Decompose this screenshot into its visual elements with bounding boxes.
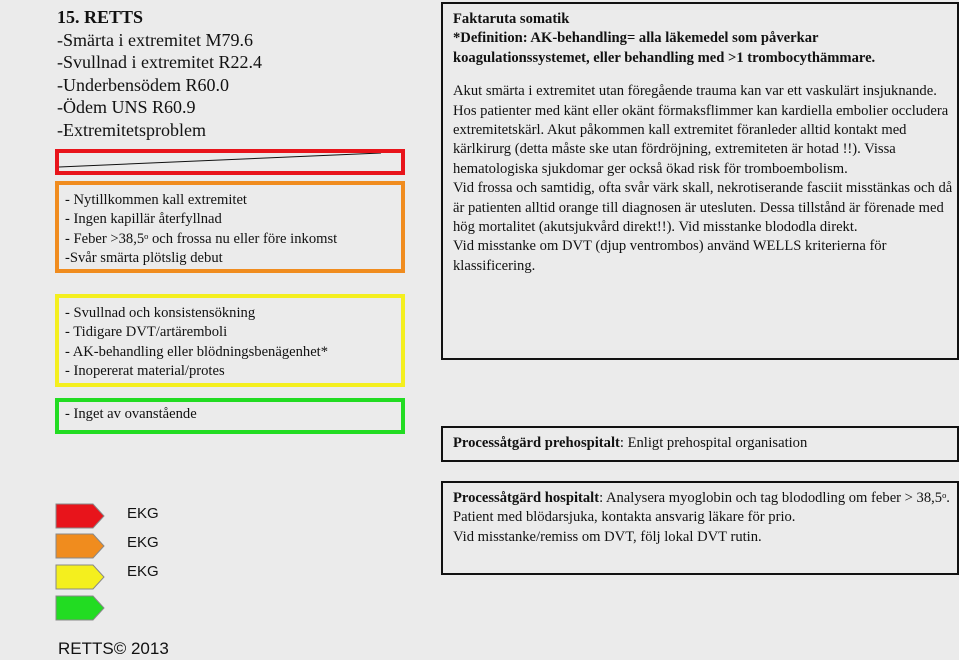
criterion: - Nytillkommen kall extremitet xyxy=(65,192,247,208)
green-arrow-icon xyxy=(55,595,105,621)
orange-arrow-icon xyxy=(55,533,105,559)
criterion: - Ingen kapillär återfyllnad xyxy=(65,211,222,228)
criterion: - Inopererat material/protes xyxy=(65,363,225,380)
fact-paragraph: Vid frossa och samtidig, ofta svår värk skall, nekrotiserande fasciit misstänkas och då är patienten alltid orange till diagnosen är utesluten. Dessa tillstånd är förenade med hög mortalitet (akutsjukvård direkt!!). Vid misstanke blododla direkt. xyxy=(453,180,953,236)
red-priority-box xyxy=(55,149,405,175)
copyright: RETTS© 2013 xyxy=(58,639,169,658)
hospital-box xyxy=(441,481,959,575)
hospital-label: Processåtgärd hospitalt xyxy=(453,490,600,506)
hospital-text: : Analysera myoglobin och tag blododling om feber > 38,5ᵒ. xyxy=(599,490,950,506)
red-arrow-icon xyxy=(55,503,105,529)
strike-line xyxy=(59,153,401,171)
orange-priority-box xyxy=(55,181,405,273)
yellow-arrow-icon xyxy=(55,564,105,590)
criterion: - Feber >38,5ᵒ och frossa nu eller före inkomst xyxy=(65,230,338,247)
hospital-line: Patient med blödarsjuka, kontakta ansvarig läkare för prio. xyxy=(453,509,796,526)
yellow-priority-box xyxy=(55,294,405,387)
hospital-line: Vid misstanke/remiss om DVT, följ lokal DVT rutin. xyxy=(453,528,762,545)
ekg-label: EKG xyxy=(127,534,159,551)
diagnosis-code: -Extremitetsproblem xyxy=(57,119,206,140)
page-title: 15. RETTS xyxy=(57,7,144,27)
prehospital-label: Processåtgärd prehospitalt xyxy=(453,435,620,451)
diagnosis-code: -Underbensödem R60.0 xyxy=(57,74,229,95)
diagnosis-code: -Smärta i extremitet M79.6 xyxy=(57,29,253,50)
diagnosis-code: -Svullnad i extremitet R22.4 xyxy=(57,52,262,72)
diagnosis-code: -Ödem UNS R60.9 xyxy=(57,97,196,117)
ekg-label: EKG xyxy=(127,563,159,580)
fact-definition: *Definition: AK-behandling= alla läkemedel som påverkar koagulationssystemet, eller behandling med >1 trombocythämmare. xyxy=(453,30,876,66)
green-priority-box xyxy=(55,398,405,434)
criterion: -Svår smärta plötslig debut xyxy=(65,250,223,267)
fact-paragraph: Akut smärta i extremitet utan föregående trauma kan var ett vaskulärt insjuknande. Hos patienter med känt eller okänt förmaksflimmer kan kardiella embolier occludera extremitetskärl. Akut påkommen kall extremitet föranleder alltid kontakt med kärlkirurg (detta måste ske utan fördröjning, extremiteten är hotad !!). Vissa hematologiska sjukdomar ger också ökad risk för tromboembolism. xyxy=(453,83,949,177)
fact-title: Faktaruta somatik xyxy=(453,11,570,27)
fact-box xyxy=(441,2,959,360)
criterion: - AK-behandling eller blödningsbenägenhet* xyxy=(65,343,329,360)
ekg-label: EKG xyxy=(127,505,159,522)
fact-paragraph: Vid misstanke om DVT (djup ventrombos) använd WELLS kriterierna för klassificering. xyxy=(453,238,887,274)
prehospital-text: : Enligt prehospital organisation xyxy=(619,435,808,451)
title-block xyxy=(57,6,262,141)
prehospital-box xyxy=(441,426,959,462)
criterion: - Svullnad och konsistensökning xyxy=(65,305,256,321)
criterion: - Inget av ovanstående xyxy=(65,406,197,422)
criterion: - Tidigare DVT/artäremboli xyxy=(65,324,228,341)
